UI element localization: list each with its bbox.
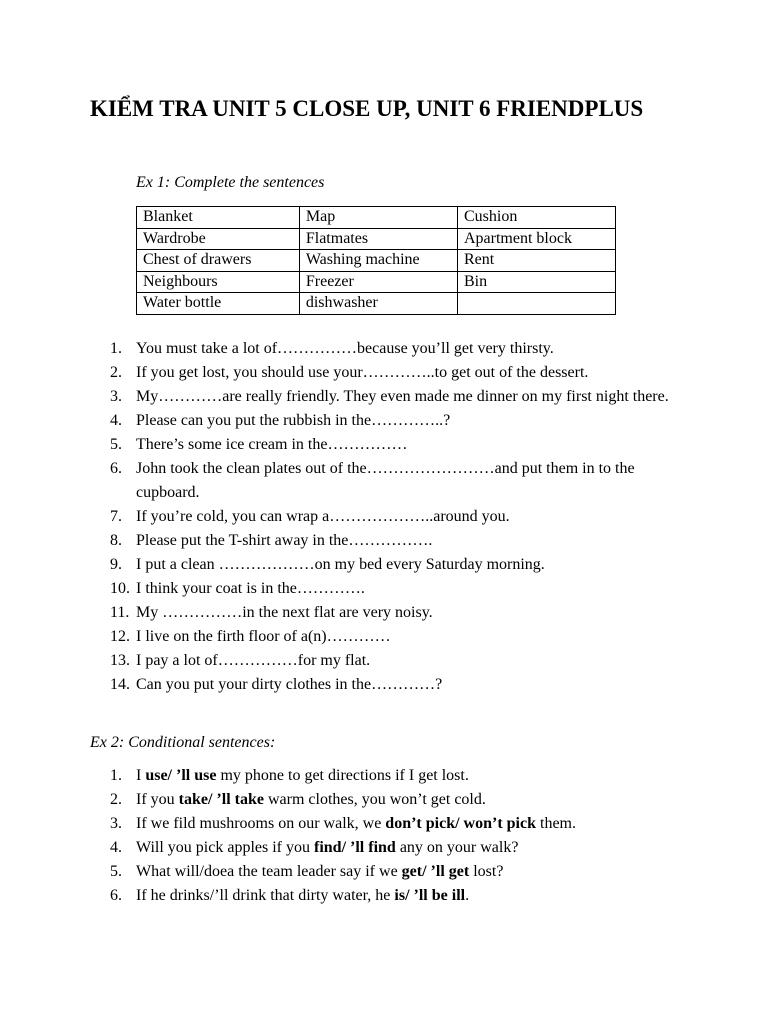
sentence-segment: John took the clean plates out of the……………………and put them in to the cupboard. xyxy=(136,460,635,501)
vocabulary-cell: Freezer xyxy=(299,271,457,293)
item-number: 13. xyxy=(110,652,130,669)
sentence-segment: Please put the T-shirt away in the……………. xyxy=(136,532,433,549)
sentence-segment: Please can you put the rubbish in the…………..? xyxy=(136,412,451,429)
item-text xyxy=(136,508,510,525)
answer-options: find/ ’ll find xyxy=(314,839,396,856)
exercise-2-item xyxy=(110,860,690,884)
item-number: 14. xyxy=(110,676,130,693)
vocabulary-cell: Rent xyxy=(458,250,616,272)
exercise-2-list xyxy=(110,764,690,908)
sentence-segment: What will/doea the team leader say if we xyxy=(136,863,402,880)
vocabulary-cell: Blanket xyxy=(137,207,300,229)
item-text xyxy=(136,556,545,573)
vocabulary-table xyxy=(136,206,616,315)
item-text xyxy=(136,815,576,832)
item-number: 4. xyxy=(110,839,122,856)
item-text xyxy=(136,580,365,597)
vocabulary-row xyxy=(137,228,616,250)
sentence-segment: warm clothes, you won’t get cold. xyxy=(263,791,486,808)
item-text xyxy=(136,340,554,357)
exercise-2-item xyxy=(110,884,690,908)
sentence-segment: If we fild mushrooms on our walk, we xyxy=(136,815,386,832)
vocabulary-row xyxy=(137,250,616,272)
item-number: 2. xyxy=(110,364,122,381)
item-text xyxy=(136,364,588,381)
exercise-1-heading: Ex 1: Complete the sentences xyxy=(136,174,325,191)
sentence-segment: . xyxy=(465,887,470,904)
exercise-1-item xyxy=(110,457,690,505)
item-number: 10. xyxy=(110,580,130,597)
exercise-1-item xyxy=(110,433,690,457)
sentence-segment: I pay a lot of……………for my flat. xyxy=(136,652,371,669)
vocabulary-cell xyxy=(458,293,616,315)
item-number: 5. xyxy=(110,436,122,453)
vocabulary-cell: Washing machine xyxy=(299,250,457,272)
sentence-segment: If you xyxy=(136,791,179,808)
sentence-segment: I think your coat is in the…………. xyxy=(136,580,365,597)
item-number: 6. xyxy=(110,460,122,477)
exercise-2-item xyxy=(110,764,690,788)
item-number: 3. xyxy=(110,388,122,405)
exercise-1-item xyxy=(110,409,690,433)
item-text xyxy=(136,436,407,453)
exercise-2-item xyxy=(110,788,690,812)
vocabulary-cell: dishwasher xyxy=(299,293,457,315)
item-number: 11. xyxy=(110,604,130,621)
item-text xyxy=(136,863,503,880)
item-text xyxy=(136,532,432,549)
exercise-1-item xyxy=(110,529,690,553)
vocabulary-cell: Wardrobe xyxy=(137,228,300,250)
item-text xyxy=(136,460,635,501)
exercise-1-item xyxy=(110,577,690,601)
item-text xyxy=(136,767,469,784)
sentence-segment: any on your walk? xyxy=(395,839,519,856)
exercise-1-item xyxy=(110,337,690,361)
item-number: 1. xyxy=(110,340,122,357)
answer-options: don’t pick/ won’t pick xyxy=(385,815,536,832)
vocabulary-row xyxy=(137,293,616,315)
sentence-segment: Can you put your dirty clothes in the…………? xyxy=(136,676,443,693)
item-number: 12. xyxy=(110,628,130,645)
vocabulary-cell: Water bottle xyxy=(137,293,300,315)
vocabulary-cell: Cushion xyxy=(458,207,616,229)
document-title: KIỂM TRA UNIT 5 CLOSE UP, UNIT 6 FRIENDPLUS xyxy=(90,96,644,121)
item-number: 1. xyxy=(110,767,122,784)
item-number: 4. xyxy=(110,412,122,429)
item-text xyxy=(136,791,486,808)
sentence-segment: If you get lost, you should use your…………..to get out of the dessert. xyxy=(136,364,589,381)
item-number: 2. xyxy=(110,791,122,808)
answer-options: get/ ’ll get xyxy=(401,863,470,880)
exercise-1-list xyxy=(110,337,690,697)
vocabulary-cell: Chest of drawers xyxy=(137,250,300,272)
exercise-1-item xyxy=(110,385,690,409)
item-number: 5. xyxy=(110,863,122,880)
vocabulary-cell: Apartment block xyxy=(458,228,616,250)
answer-options: take/ ’ll take xyxy=(178,791,264,808)
item-number: 8. xyxy=(110,532,122,549)
exercise-1-item xyxy=(110,625,690,649)
vocabulary-cell: Flatmates xyxy=(299,228,457,250)
sentence-segment: I put a clean ………………on my bed every Saturday morning. xyxy=(136,556,545,573)
sentence-segment: If you’re cold, you can wrap a………………..around you. xyxy=(136,508,510,525)
sentence-segment: them. xyxy=(536,815,576,832)
item-text xyxy=(136,652,370,669)
answer-options: is/ ’ll be ill xyxy=(394,887,466,904)
exercise-2-heading: Ex 2: Conditional sentences: xyxy=(90,734,276,751)
vocabulary-row xyxy=(137,271,616,293)
sentence-segment: I live on the firth floor of a(n)………… xyxy=(136,628,391,645)
item-number: 6. xyxy=(110,887,122,904)
sentence-segment: lost? xyxy=(469,863,504,880)
item-text xyxy=(136,604,433,621)
item-text xyxy=(136,839,518,856)
item-text xyxy=(136,412,450,429)
sentence-segment: I xyxy=(136,767,146,784)
vocabulary-cell: Neighbours xyxy=(137,271,300,293)
sentence-segment: My ……………in the next flat are very noisy. xyxy=(136,604,433,621)
exercise-1-item xyxy=(110,673,690,697)
sentence-segment: If he drinks/’ll drink that dirty water, he xyxy=(136,887,395,904)
exercise-1-item xyxy=(110,505,690,529)
sentence-segment: Will you pick apples if you xyxy=(136,839,314,856)
vocabulary-cell: Map xyxy=(299,207,457,229)
vocabulary-cell: Bin xyxy=(458,271,616,293)
exercise-1-item xyxy=(110,649,690,673)
sentence-segment: There’s some ice cream in the…………… xyxy=(136,436,408,453)
answer-options: use/ ’ll use xyxy=(145,767,217,784)
exercise-1-item xyxy=(110,601,690,625)
item-text xyxy=(136,676,442,693)
exercise-1-item xyxy=(110,361,690,385)
item-number: 3. xyxy=(110,815,122,832)
exercise-2-item xyxy=(110,812,690,836)
item-text xyxy=(136,887,469,904)
sentence-segment: You must take a lot of……………because you’ll get very thirsty. xyxy=(136,340,554,357)
sentence-segment: My…………are really friendly. They even made me dinner on my first night there. xyxy=(136,388,669,405)
item-text xyxy=(136,628,391,645)
exercise-2-item xyxy=(110,836,690,860)
sentence-segment: my phone to get directions if I get lost. xyxy=(216,767,469,784)
item-text xyxy=(136,388,669,405)
vocabulary-row xyxy=(137,207,616,229)
item-number: 7. xyxy=(110,508,122,525)
item-number: 9. xyxy=(110,556,122,573)
exercise-1-item xyxy=(110,553,690,577)
